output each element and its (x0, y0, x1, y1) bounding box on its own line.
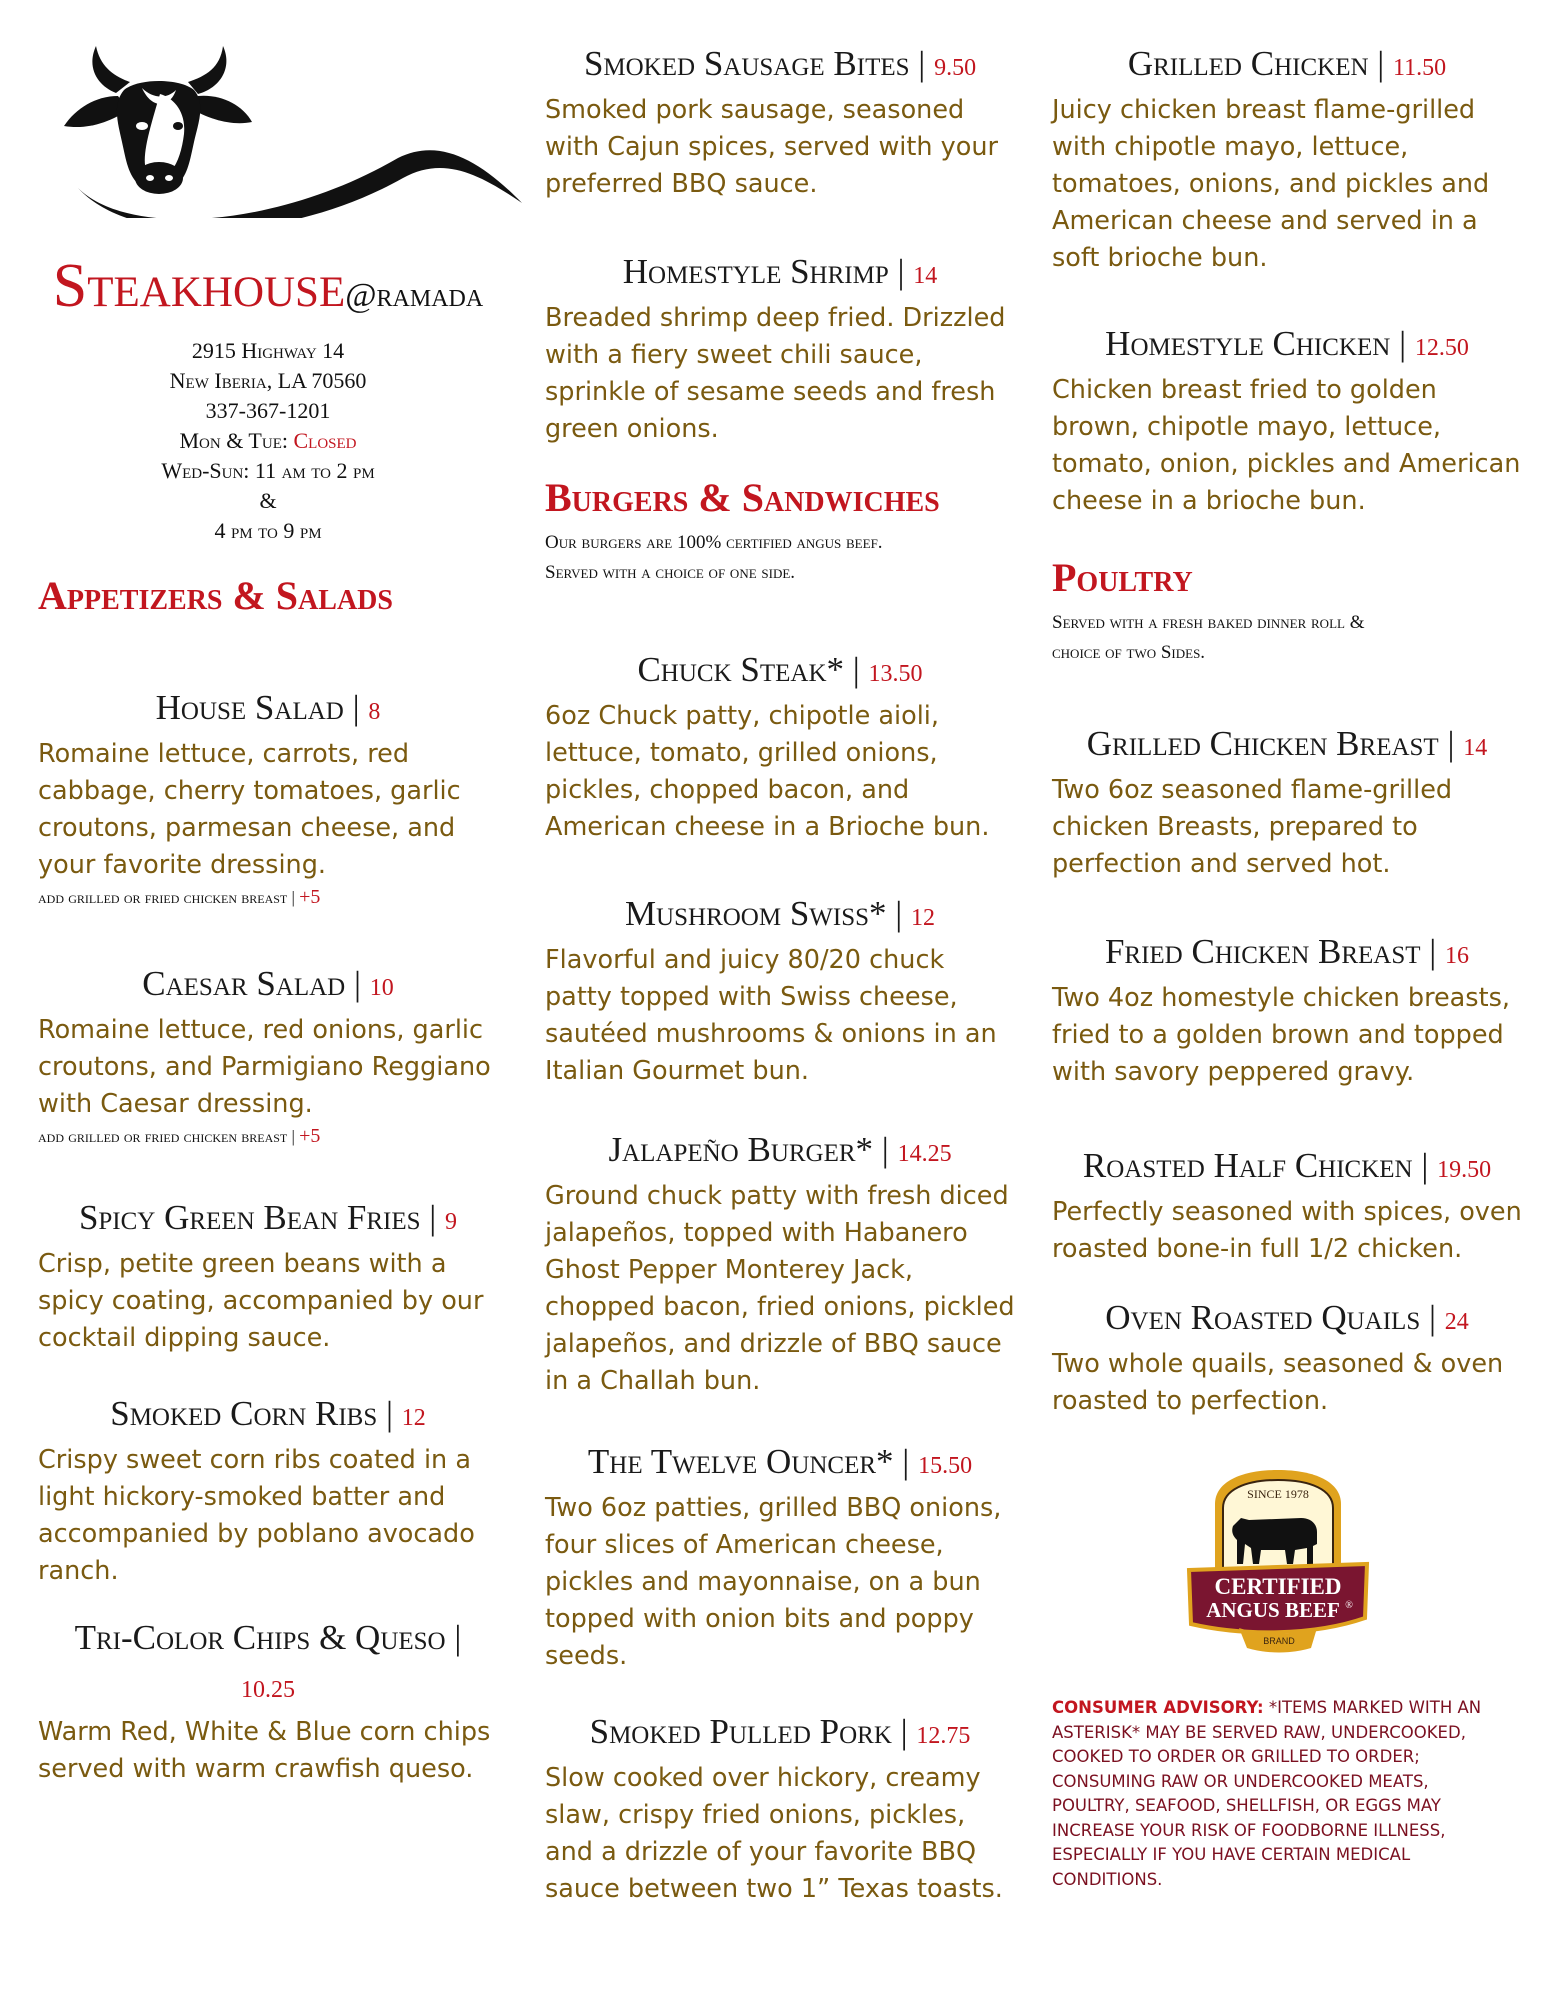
item-title (1052, 1294, 1522, 1346)
hours-closed: Closed (293, 428, 357, 453)
price-separator: | (291, 1127, 295, 1146)
badge-registered-mark: ® (1345, 1600, 1353, 1611)
menu-item (38, 1390, 498, 1590)
price-separator: | (1447, 724, 1455, 763)
badge-since-text: SINCE 1978 (1247, 1487, 1309, 1501)
cow-right-eye (173, 122, 183, 130)
menu-item (1052, 1294, 1522, 1420)
menu-item (1052, 1142, 1522, 1268)
item-title (38, 684, 498, 736)
item-title (545, 248, 1015, 300)
item-name: Mushroom Swiss (624, 894, 870, 933)
menu-item (545, 1708, 1015, 1908)
addon-price: +5 (299, 1125, 321, 1147)
asterisk-mark: * (826, 650, 845, 689)
item-price: 15.50 (918, 1453, 973, 1479)
item-name: Grilled Chicken Breast (1086, 724, 1439, 763)
advisory-text: *ITEMS MARKED WITH AN ASTERISK* MAY BE SERVED RAW, UNDERCOOKED, COOKED TO ORDER OR GRILLED TO ORDER; CONSUMING RAW OR UNDERCOOKED MEATS, POULTRY, SEAFOOD, SHELLFISH, OR EGGS MAY INCREASE YOUR RISK OF FOODBORNE ILLNESS, ESPECIALLY IF YOU HAVE CERTAIN MEDICAL CONDITIONS. (1052, 1698, 1482, 1889)
menu-item (545, 890, 1015, 1090)
hours-and: & (259, 488, 277, 513)
badge-brand-text: BRAND (1263, 1636, 1295, 1646)
badge-angus-beef-text: ANGUS BEEF (1206, 1598, 1340, 1622)
menu-item (38, 684, 498, 911)
item-price: 14 (913, 263, 938, 289)
item-price: 12 (911, 905, 936, 931)
item-name: Jalapeño Burger (608, 1130, 856, 1169)
item-title (38, 1194, 498, 1246)
item-name: Chuck Steak (637, 650, 827, 689)
certified-angus-beef-logo (1183, 1464, 1373, 1660)
hours-evening: 4 pm to 9 pm (214, 518, 322, 543)
price-separator: | (918, 44, 926, 83)
address-line-1: 2915 Highway 14 (191, 338, 345, 363)
asterisk-mark: * (876, 1442, 894, 1481)
cow-left-horn (92, 46, 130, 93)
item-description: Two 4oz homestyle chicken breasts, fried to a golden brown and topped with savory peppered gravy. (1052, 983, 1510, 1087)
restaurant-name-text: Steakhouse (52, 252, 346, 320)
item-price: 16 (1445, 943, 1470, 969)
price-separator: | (386, 1394, 394, 1433)
hours-mon-tue-label: Mon & Tue: (179, 428, 294, 453)
item-price: 11.50 (1393, 55, 1447, 81)
section-title-burgers: Burgers & Sandwiches (545, 475, 940, 520)
price-separator: | (429, 1198, 437, 1237)
cow-right-horn (188, 46, 226, 94)
addon-price: +5 (299, 886, 321, 908)
item-title (1052, 320, 1522, 372)
section-note-burgers (545, 528, 883, 588)
menu-item (1052, 320, 1522, 520)
section-note-line: choice of two Sides. (1052, 642, 1206, 663)
asterisk-mark: * (869, 894, 887, 933)
item-title (545, 646, 1015, 698)
price-separator: | (1421, 1146, 1429, 1185)
badge-certified-text: CERTIFIED (1214, 1574, 1342, 1599)
cow-logo (38, 38, 522, 218)
section-note-line: Served with a choice of one side. (545, 562, 796, 583)
price-separator: | (1428, 1298, 1436, 1337)
item-description: Flavorful and juicy 80/20 chuck patty topped with Swiss cheese, sautéed mushrooms & onions in an Italian Gourmet bun. (545, 945, 997, 1086)
item-price: 10.25 (241, 1677, 295, 1703)
item-price: 24 (1444, 1309, 1469, 1335)
section-title-appetizers: Appetizers & Salads (38, 573, 393, 618)
item-description: Ground chuck patty with fresh diced jalapeños, topped with Habanero Ghost Pepper Monterey Jack, chopped bacon, fried onions, pickled jalapeños, and drizzle of BBQ sauce in a Challah bun. (545, 1181, 1015, 1396)
item-description: Juicy chicken breast flame-grilled with chipotle mayo, lettuce, tomatoes, onions, and pickles and American cheese and served in a soft brioche bun. (1052, 95, 1490, 273)
advisory-label: CONSUMER ADVISORY: (1052, 1698, 1264, 1717)
price-separator: | (291, 888, 295, 907)
item-title (1052, 40, 1522, 92)
item-name: Spicy Green Bean Fries (78, 1198, 421, 1237)
price-separator: | (895, 894, 903, 933)
item-description: Two 6oz seasoned flame-grilled chicken Breasts, prepared to perfection and served hot. (1052, 775, 1453, 879)
item-title (38, 960, 498, 1012)
item-price: 10 (369, 975, 394, 1001)
item-title (545, 890, 1015, 942)
item-description: Slow cooked over hickory, creamy slaw, crispy fried onions, pickles, and a drizzle of your favorite BBQ sauce between two 1” Texas toasts. (545, 1763, 1003, 1904)
section-note-line: Our burgers are 100% certified angus beef. (545, 532, 883, 553)
menu-item (1052, 720, 1522, 883)
menu-item (545, 248, 1015, 448)
price-separator: | (1399, 324, 1407, 363)
restaurant-header (38, 254, 498, 546)
menu-item (545, 40, 1015, 203)
price-separator: | (852, 650, 860, 689)
item-price: 14.25 (897, 1141, 952, 1167)
item-name: Homestyle Chicken (1105, 324, 1391, 363)
item-name: Fried Chicken Breast (1104, 932, 1421, 971)
item-name: Caesar Salad (142, 964, 346, 1003)
item-name: Smoked Pulled Pork (589, 1712, 892, 1751)
item-description: Perfectly seasoned with spices, oven roasted bone-in full 1/2 chicken. (1052, 1197, 1522, 1264)
addon-label: add grilled or fried chicken breast (38, 1127, 288, 1146)
item-description: Crisp, petite green beans with a spicy coating, accompanied by our cocktail dipping sauce. (38, 1249, 484, 1353)
item-title (1052, 928, 1522, 980)
hours-mon-tue (38, 426, 498, 456)
item-price: 19.50 (1437, 1157, 1492, 1183)
menu-item (38, 960, 498, 1150)
section-note-line: Served with a fresh baked dinner roll & (1052, 612, 1365, 633)
item-title (545, 1708, 1015, 1760)
item-price: 14 (1463, 735, 1488, 761)
item-title (1052, 1142, 1522, 1194)
price-separator: | (881, 1130, 889, 1169)
restaurant-name (38, 254, 498, 328)
item-description: Chicken breast fried to golden brown, chipotle mayo, lettuce, tomato, onion, pickles and American cheese in a brioche bun. (1052, 375, 1521, 516)
item-price: 9.50 (934, 55, 977, 81)
address-line-2: New Iberia, LA 70560 (169, 368, 367, 393)
item-addon (38, 884, 498, 911)
section-note-poultry (1052, 608, 1364, 668)
consumer-advisory (1052, 1696, 1507, 1892)
menu-item (1052, 40, 1522, 277)
item-description: Romaine lettuce, carrots, red cabbage, cherry tomatoes, garlic croutons, parmesan cheese, and your favorite dressing. (38, 739, 461, 880)
hours-wed-sun: Wed-Sun: 11 am to 2 pm (161, 458, 375, 483)
item-description: Crispy sweet corn ribs coated in a light hickory-smoked batter and accompanied by poblano avocado ranch. (38, 1445, 475, 1586)
item-name: Roasted Half Chicken (1082, 1146, 1413, 1185)
item-name: Homestyle Shrimp (622, 252, 889, 291)
item-name: Smoked Corn Ribs (110, 1394, 378, 1433)
phone-number: 337-367-1201 (205, 398, 331, 423)
price-separator: | (352, 688, 360, 727)
price-separator: | (900, 1712, 908, 1751)
item-title (1052, 720, 1522, 772)
item-description: Breaded shrimp deep fried. Drizzled with a fiery sweet chili sauce, sprinkle of sesame seeds and fresh green onions. (545, 303, 1006, 444)
item-description: Two whole quails, seasoned & oven roasted to perfection. (1052, 1349, 1504, 1416)
restaurant-name-suffix: @ramada (345, 277, 484, 314)
item-name: Tri-Color Chips & Queso (74, 1618, 446, 1657)
item-addon (38, 1123, 498, 1150)
price-separator: | (897, 252, 905, 291)
price-separator: | (902, 1442, 910, 1481)
item-description: Romaine lettuce, red onions, garlic croutons, and Parmigiano Reggiano with Caesar dressing. (38, 1015, 491, 1119)
item-description: 6oz Chuck patty, chipotle aioli, lettuce, tomato, grilled onions, pickles, chopped bacon, and American cheese in a Brioche bun. (545, 701, 990, 842)
item-price: 9 (445, 1209, 458, 1235)
item-name: Grilled Chicken (1127, 44, 1369, 83)
menu-item (38, 1614, 498, 1788)
menu-item (545, 1126, 1015, 1400)
item-title (545, 1126, 1015, 1178)
price-separator: | (454, 1618, 462, 1657)
item-title (68, 1614, 468, 1714)
item-description: Warm Red, White & Blue corn chips served with warm crawfish queso. (38, 1717, 491, 1784)
item-name: Oven Roasted Quails (1105, 1298, 1421, 1337)
item-description: Two 6oz patties, grilled BBQ onions, four slices of American cheese, pickles and mayonnaise, on a bun topped with onion bits and poppy seeds. (545, 1493, 1002, 1671)
addon-label: add grilled or fried chicken breast (38, 888, 288, 907)
item-name: Smoked Sausage Bites (583, 44, 910, 83)
item-title (545, 1438, 1015, 1490)
menu-item (38, 1194, 498, 1357)
cow-muzzle (135, 162, 183, 194)
item-title (545, 40, 1015, 92)
price-separator: | (1377, 44, 1385, 83)
cow-right-nostril (165, 175, 173, 181)
item-name: House Salad (155, 688, 344, 727)
restaurant-info (38, 336, 498, 546)
item-description: Smoked pork sausage, seasoned with Cajun spices, served with your preferred BBQ sauce. (545, 95, 998, 199)
item-name: The Twelve Ouncer (587, 1442, 877, 1481)
item-title (38, 1390, 498, 1442)
cow-left-eye (136, 122, 148, 130)
item-price: 12.75 (916, 1723, 971, 1749)
menu-item (545, 646, 1015, 846)
price-separator: | (353, 964, 361, 1003)
menu-item (545, 1438, 1015, 1675)
section-title-poultry: Poultry (1052, 555, 1193, 600)
item-price: 8 (368, 699, 381, 725)
item-price: 12.50 (1414, 335, 1469, 361)
item-price: 12 (401, 1405, 426, 1431)
cow-left-nostril (146, 175, 154, 181)
menu-item (1052, 928, 1522, 1091)
item-price: 13.50 (868, 661, 923, 687)
price-separator: | (1429, 932, 1437, 971)
asterisk-mark: * (855, 1130, 874, 1169)
